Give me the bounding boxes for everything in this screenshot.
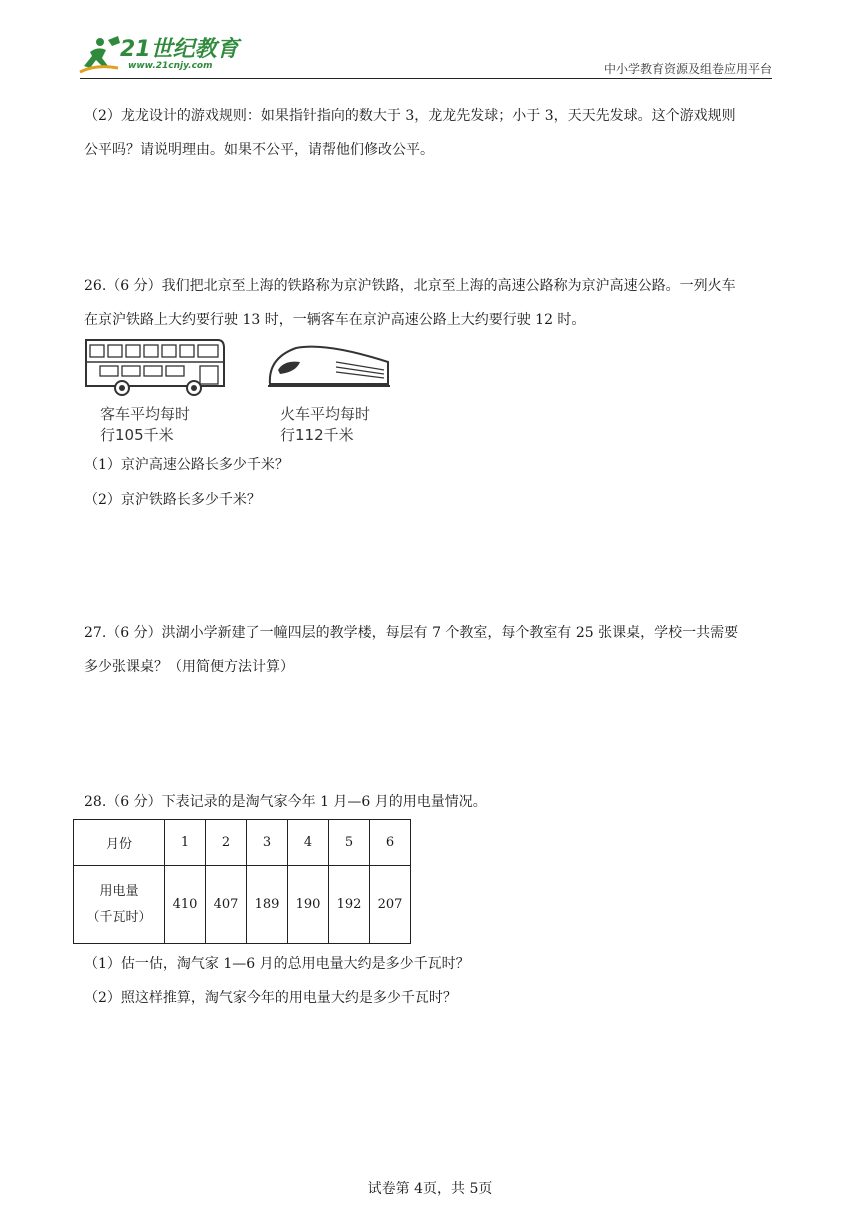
table-cell-usage: 190 xyxy=(288,866,329,944)
q28-part2: （2）照这样推算，淘气家今年的用电量大约是多少千瓦时？ xyxy=(84,990,457,1006)
q27-line2: 多少张课桌？（用简便方法计算） xyxy=(84,659,294,675)
bus-icon xyxy=(82,336,228,398)
usage-unit: （千瓦时） xyxy=(86,909,152,925)
header-divider xyxy=(80,78,772,79)
table-cell-month: 4 xyxy=(288,820,329,866)
table-row-usage xyxy=(74,866,411,944)
train-speed-caption-1: 火车平均每时 xyxy=(280,405,371,423)
table-row-months xyxy=(74,820,411,866)
platform-name: 中小学教育资源及组卷应用平台 xyxy=(603,62,772,76)
site-logo xyxy=(78,30,248,80)
table-cell-usage: 192 xyxy=(329,866,370,944)
table-header-usage xyxy=(74,866,165,944)
q25-part2-line2: 公平吗？请说明理由。如果不公平，请帮他们修改公平。 xyxy=(84,142,434,158)
q26-line2: 在京沪铁路上大约要行驶 13 时，一辆客车在京沪高速公路上大约要行驶 12 时。 xyxy=(84,312,586,328)
table-cell-month: 2 xyxy=(206,820,247,866)
table-cell-month: 5 xyxy=(329,820,370,866)
train-icon xyxy=(266,340,392,392)
q27-line1: 27.（6 分）洪湖小学新建了一幢四层的教学楼，每层有 7 个教室，每个教室有 25 张课桌，学校一共需要 xyxy=(84,625,739,641)
logo-url: www.21cnjy.com xyxy=(128,61,213,71)
q26-part1: （1）京沪高速公路长多少千米？ xyxy=(84,457,289,473)
q28-part1: （1）估一估，淘气家 1—6 月的总用电量大约是多少千瓦时？ xyxy=(84,956,470,972)
electricity-table xyxy=(73,819,411,944)
q26-part2: （2）京沪铁路长多少千米？ xyxy=(84,492,261,508)
bus-speed-caption-2: 行105千米 xyxy=(100,426,174,444)
table-cell-usage: 207 xyxy=(370,866,411,944)
table-cell-usage: 410 xyxy=(165,866,206,944)
table-cell-month: 1 xyxy=(165,820,206,866)
train-speed-caption-2: 行112千米 xyxy=(280,426,354,444)
bus-speed-caption-1: 客车平均每时 xyxy=(100,405,191,423)
page-footer: 试卷第 4页，共 5页 xyxy=(367,1181,493,1197)
q28-line1: 28.（6 分）下表记录的是淘气家今年 1 月—6 月的用电量情况。 xyxy=(84,794,487,810)
usage-label: 用电量 xyxy=(99,883,139,899)
table-header-month: 月份 xyxy=(74,820,165,866)
table-cell-month: 3 xyxy=(247,820,288,866)
runner-logo-icon xyxy=(78,34,124,74)
q25-part2-line1: （2）龙龙设计的游戏规则：如果指针指向的数大于 3，龙龙先发球；小于 3，天天先发球。这个游戏规则 xyxy=(84,108,736,124)
table-cell-month: 6 xyxy=(370,820,411,866)
table-cell-usage: 189 xyxy=(247,866,288,944)
table-cell-usage: 407 xyxy=(206,866,247,944)
q26-line1: 26.（6 分）我们把北京至上海的铁路称为京沪铁路，北京至上海的高速公路称为京沪高速公路。一列火车 xyxy=(84,278,736,294)
logo-text: 21世纪教育 xyxy=(120,37,239,62)
